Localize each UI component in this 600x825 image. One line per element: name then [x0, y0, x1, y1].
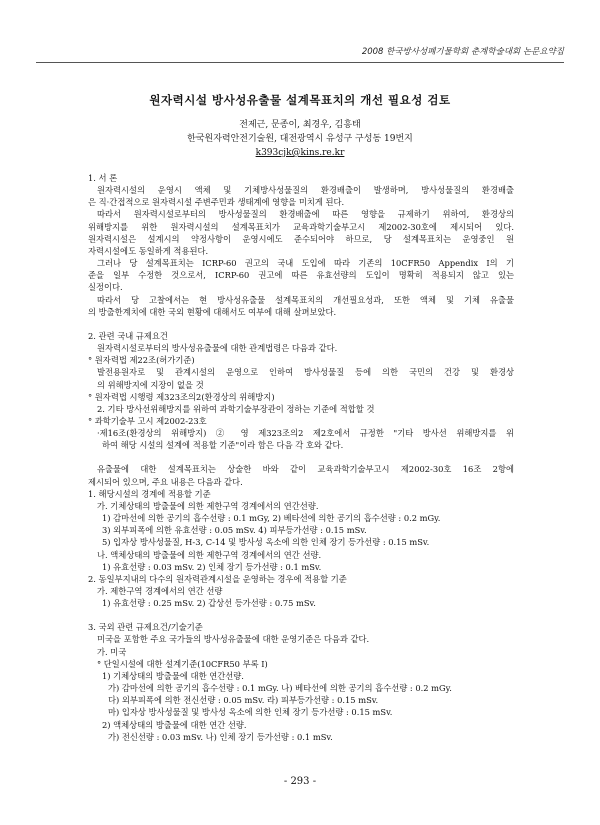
text-line: ° 원자력법 시행령 제323조의2(환경상의 위해방지)	[88, 391, 275, 402]
text-line: 2. 동일부지내의 다수의 원자력관계시설을 운영하는 경우에 적용할 기준	[88, 573, 347, 584]
header-rule	[36, 62, 564, 63]
paragraph-gap	[88, 318, 514, 330]
text-line: 가. 제한구역 경계에서의 연간 선량	[97, 586, 223, 596]
text-line: ° 원자력법 제22조(허가기준)	[88, 355, 195, 366]
text-line: 은 직·간접적으로 원자력시설 주변주민과 생태계에 영향을 미치게 된다.	[88, 197, 345, 208]
text-line: 따라서 당 고찰에서는 현 방사성유출물 설계목표치의 개선필요성과, 또한 액체 및 기체 유출물	[97, 294, 514, 305]
text-line: 하여 해당 시설의 설계에 적용할 기준"이라 함은 다음 각 호와 같다.	[102, 440, 344, 451]
text-line: 원자력시설로부터의 방사성유출물에 대한 관계법령은 다음과 같다.	[97, 343, 338, 354]
text-line: 3) 외부피폭에 의한 유효선량 : 0.05 mSv. 4) 피부등가선량 : 0.15 mSv.	[102, 525, 367, 536]
text-line: 위해방지를 위한 원자력시설의 설계목표치가 교육과학기술부고시 제2002-30호에 제시되어 있다.	[88, 221, 514, 232]
paper-title: 원자력시설 방사성유출물 설계목표치의 개선 필요성 검토	[149, 93, 451, 107]
text-line: 1) 유효선량 : 0.25 mSv. 2) 갑상선 등가선량 : 0.75 mSv.	[102, 598, 316, 609]
text-line: ° 과학기술부 고시 제2002-23호	[88, 415, 207, 426]
author-email: k393cjk@kins.re.kr	[255, 148, 345, 158]
text-line: 발전용원자로 및 관계시설의 운영으로 인하여 방사성물질 등에 의한 국민의 건강 및 환경상	[97, 367, 514, 378]
text-line: 준을 일부 수정한 것으로서, ICRP-60 권고에 따른 유효선량의 도입이 명확히 적용되지 않고 있는	[88, 270, 514, 281]
text-line: 나. 액체상태의 방출물에 의한 제한구역 경계에서의 연간 선량.	[97, 549, 322, 560]
text-line: 1. 해당시설의 경계에 적용할 기준	[88, 488, 211, 499]
text-line: 자력시설에도 동일하게 적용된다.	[88, 245, 209, 256]
author-block	[0, 118, 600, 160]
page-number: - 293 -	[283, 776, 317, 787]
text-line: 마) 입자상 방사성물질 및 방사성 옥소에 의한 인체 장기 등가선량 : 0.15 mSv.	[108, 707, 393, 718]
text-line: 실정이다.	[88, 282, 123, 293]
text-line: 원자력시설은 설계시의 약정사항이 운영시에도 준수되어야 하므로, 당 설계목표치는 운영중인 원	[88, 233, 514, 244]
text-line: 가. 미국	[97, 646, 127, 657]
section-heading: 1. 서 론	[88, 173, 118, 183]
text-line: 1) 유효선량 : 0.03 mSv. 2) 인체 장기 등가선량 : 0.1 mSv.	[102, 561, 322, 572]
section-heading: 2. 관련 국내 규제요건	[88, 330, 168, 341]
text-line: 5) 입자상 방사성물질, H-3, C-14 및 방사성 옥소에 의한 인체 장기 등가선량 : 0.15 mSv.	[102, 537, 430, 548]
text-line: ° 단일시설에 대한 설계기준(10CFR50 부록 I)	[97, 658, 268, 669]
text-line: 가) 감마선에 의한 공기의 흡수선량 : 0.1 mGy. 나) 베타선에 의한 공기의 흡수선량 : 0.2 mGy.	[108, 683, 452, 694]
text-line: 유출물에 대한 설계목표치는 상술한 바와 같이 교육과학기술부고시 제2002-30호 16조 2항에	[97, 464, 514, 475]
text-line: 가. 기체상태의 방출물에 의한 제한구역 경계에서의 연간선량.	[97, 500, 319, 511]
body-text	[88, 172, 514, 743]
text-line: 원자력시설의 운영시 액체 및 기체방사성물질의 환경배출이 발생하며, 방사성물질의 환경배출	[97, 185, 514, 196]
paragraph-gap	[88, 609, 514, 621]
text-line: 2) 액체상태의 방출물에 대한 연간 선량.	[102, 719, 247, 730]
text-line: 따라서 원자력시설로부터의 방사성물질의 환경배출에 따른 영향을 규제하기 위하여, 환경상의	[97, 209, 514, 220]
paragraph-gap	[88, 451, 514, 463]
text-line: ·제16조(환경상의 위해방지) ② 영 제323조의2 제2호에서 규정한 "기타 방사선 위해방지를 위	[97, 428, 514, 439]
text-line: 다) 외부피폭에 의한 전신선량 : 0.05 mSv. 라) 피부등가선량 : 0.15 mSv.	[108, 695, 379, 706]
section-heading: 3. 국외 관련 규제요건/기술기준	[88, 622, 203, 633]
text-line: 1) 감마선에 의한 공기의 흡수선량 : 0.1 mGy, 2) 베타선에 의한 공기의 흡수선량 : 0.2 mGy.	[102, 513, 441, 524]
journal-header: 2008 한국방사성폐기물학회 춘계학술대회 논문요약집	[361, 47, 564, 57]
text-line: 그러나 당 설계목표치는 ICRP-60 권고의 국내 도입에 따라 기존의 10CFR50 Appendix I의 기	[97, 258, 514, 269]
text-line: 의 위해방지에 지장이 없을 것	[97, 379, 204, 390]
text-line: 제시되어 있으며, 주요 내용은 다음과 같다.	[88, 476, 243, 487]
text-line: 2. 기타 방사선위해방지를 위하여 과학기술부장관이 정하는 기준에 적합할 것	[97, 403, 375, 414]
text-line: 1) 기체상태의 방출물에 대한 연간선량.	[102, 670, 244, 681]
author-names: 전제근, 문종이, 최경우, 김흥태	[239, 120, 361, 130]
text-line: 가) 전신선량 : 0.03 mSv. 나) 인체 장기 등가선량 : 0.1 mSv.	[108, 731, 333, 742]
author-affiliation: 한국원자력안전기술원, 대전광역시 유성구 구성동 19번지	[187, 134, 413, 144]
text-line: 의 방출한계치에 대한 국외 현황에 대해서도 여부에 대해 살펴보았다.	[88, 306, 337, 317]
text-line: 미국을 포함한 주요 국가들의 방사성유출물에 대한 운영기준은 다음과 같다.	[97, 634, 370, 645]
